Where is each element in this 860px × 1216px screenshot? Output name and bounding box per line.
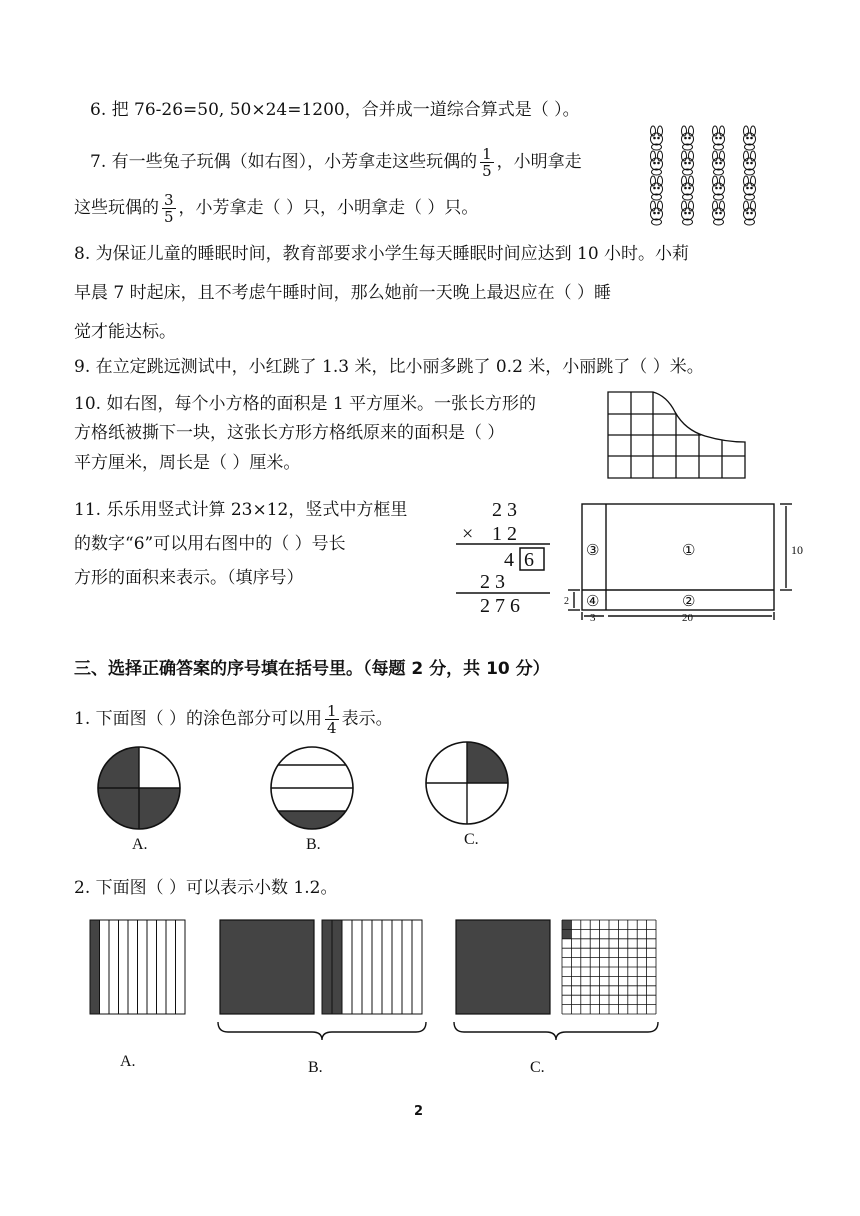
rabbit-icon [651, 151, 663, 175]
s3q1-text-b: 表示。 [341, 709, 393, 729]
torn-grid-figure [605, 390, 750, 482]
calc-boxed-digit: 6 [524, 549, 534, 571]
option-b-label-2: B. [308, 1059, 323, 1076]
rabbit-icon [682, 126, 694, 150]
question-7-line1 [90, 146, 582, 179]
hundred-grid [562, 920, 656, 1014]
option-c-label: C. [464, 831, 479, 848]
question-11-line2: 的数字“6”可以用右图中的（ ）号长 [74, 534, 346, 554]
question-11-line3: 方形的面积来表示。（填序号） [74, 568, 304, 588]
brace [454, 1022, 658, 1040]
rabbit-icon [651, 126, 663, 150]
calc-row-5: 2 7 6 [480, 595, 520, 617]
strip [147, 920, 157, 1014]
option-b-label: B. [306, 836, 321, 853]
question-6: 6. 把 76-26=50, 50×24=1200，合并成一道综合算式是（ ）。 [90, 100, 580, 120]
rabbit-icon [713, 126, 725, 150]
fraction-one-quarter: $\frac{1}{4}$ [327, 702, 337, 737]
strips-option-a [88, 918, 188, 1078]
question-8-line1: 8. 为保证儿童的睡眠时间，教育部要求小学生每天睡眠时间应达到 10 小时。小莉 [74, 244, 690, 264]
full-shaded-square [220, 920, 314, 1014]
q7-text-b: ，小明拿走 [496, 152, 582, 172]
calc-row-3-digit: 4 [504, 549, 514, 571]
strip [352, 920, 362, 1014]
rabbit-icon [682, 201, 694, 225]
section-3-heading: 三、选择正确答案的序号填在括号里。（每题 2 分，共 10 分） [74, 659, 550, 679]
question-9: 9. 在立定跳远测试中，小红跳了 1.3 米，比小丽多跳了 0.2 米，小丽跳了（ ）米。 [74, 357, 704, 377]
vertical-multiplication [452, 496, 556, 616]
squares-option-b [216, 918, 432, 1078]
rabbit-icon [713, 176, 725, 200]
strip [128, 920, 138, 1014]
strip [176, 920, 186, 1014]
question-8-line2: 早晨 7 时起床，且不考虑午睡时间，那么她前一天晚上最迟应在（ ）睡 [74, 283, 612, 303]
fraction-one-fifth: $\frac{1}{5}$ [482, 145, 492, 180]
strip [372, 920, 382, 1014]
rabbit-icon [744, 151, 756, 175]
rabbit-icon [651, 201, 663, 225]
region-2-label: ② [682, 594, 696, 610]
rabbit-toys-image [640, 124, 766, 228]
rabbit-icon [651, 176, 663, 200]
area-model-diagram [566, 500, 816, 628]
circle-option-c [424, 740, 514, 850]
rabbit-icon [713, 151, 725, 175]
circle-option-b [264, 745, 364, 855]
strip [100, 920, 110, 1014]
calc-row-1: 2 3 [492, 499, 517, 521]
question-10-line1: 10. 如右图，每个小方格的面积是 1 平方厘米。一张长方形的 [74, 394, 537, 414]
squares-option-c [452, 918, 664, 1078]
option-a-label: A. [132, 836, 148, 853]
dim-left-label: 3 [590, 612, 596, 624]
s3q1-text-a: 1. 下面图（ ）的涂色部分可以用 [74, 709, 323, 729]
region-4-label: ④ [586, 594, 600, 610]
strip [392, 920, 402, 1014]
strip [138, 920, 148, 1014]
rabbit-icon [713, 201, 725, 225]
calc-row-4: 2 3 [480, 571, 505, 593]
region-3-label: ③ [586, 543, 600, 559]
calc-row-2: 1 2 [492, 523, 517, 545]
question-7-line2 [74, 192, 478, 225]
brace [218, 1022, 426, 1040]
strip [382, 920, 392, 1014]
rabbit-icon [744, 126, 756, 150]
strip [412, 920, 422, 1014]
strip [362, 920, 372, 1014]
s3-question-1 [74, 703, 393, 736]
option-a-label-2: A. [120, 1053, 136, 1070]
fraction-three-fifths: $\frac{3}{5}$ [164, 191, 174, 226]
rabbit-icon [744, 176, 756, 200]
q7-text-c: 这些玩偶的 [74, 198, 159, 218]
shaded-strip [90, 920, 100, 1014]
dim-bottom-label: 20 [682, 612, 693, 624]
option-c-label-2: C. [530, 1059, 545, 1076]
dim-height-label: 10 [791, 543, 803, 557]
rabbit-icon [682, 176, 694, 200]
strip [109, 920, 119, 1014]
q7-text-a: 7. 有一些兔子玩偶（如右图），小芳拿走这些玩偶的 [90, 152, 478, 172]
rabbit-icon [682, 151, 694, 175]
question-11-line1: 11. 乐乐用竖式计算 23×12，竖式中方框里 [74, 500, 408, 520]
dim-small-label: 2 [564, 596, 569, 607]
question-10-line3: 平方厘米，周长是（ ）厘米。 [74, 453, 301, 473]
question-8-line3: 觉才能达标。 [74, 322, 176, 342]
full-shaded-square [456, 920, 550, 1014]
region-1-label: ① [682, 543, 696, 559]
strip [342, 920, 352, 1014]
strip [157, 920, 167, 1014]
q7-text-d: ，小芳拿走（ ）只，小明拿走（ ）只。 [178, 198, 479, 218]
strip [166, 920, 176, 1014]
page-number: 2 [414, 1104, 424, 1119]
strip [119, 920, 129, 1014]
circle-option-a [96, 745, 186, 855]
times-sign: × [462, 523, 474, 545]
strip [402, 920, 412, 1014]
question-10-line2: 方格纸被撕下一块，这张长方形方格纸原来的面积是（ ） [74, 423, 505, 443]
s3-question-2: 2. 下面图（ ）可以表示小数 1.2。 [74, 878, 338, 898]
rabbit-icon [744, 201, 756, 225]
